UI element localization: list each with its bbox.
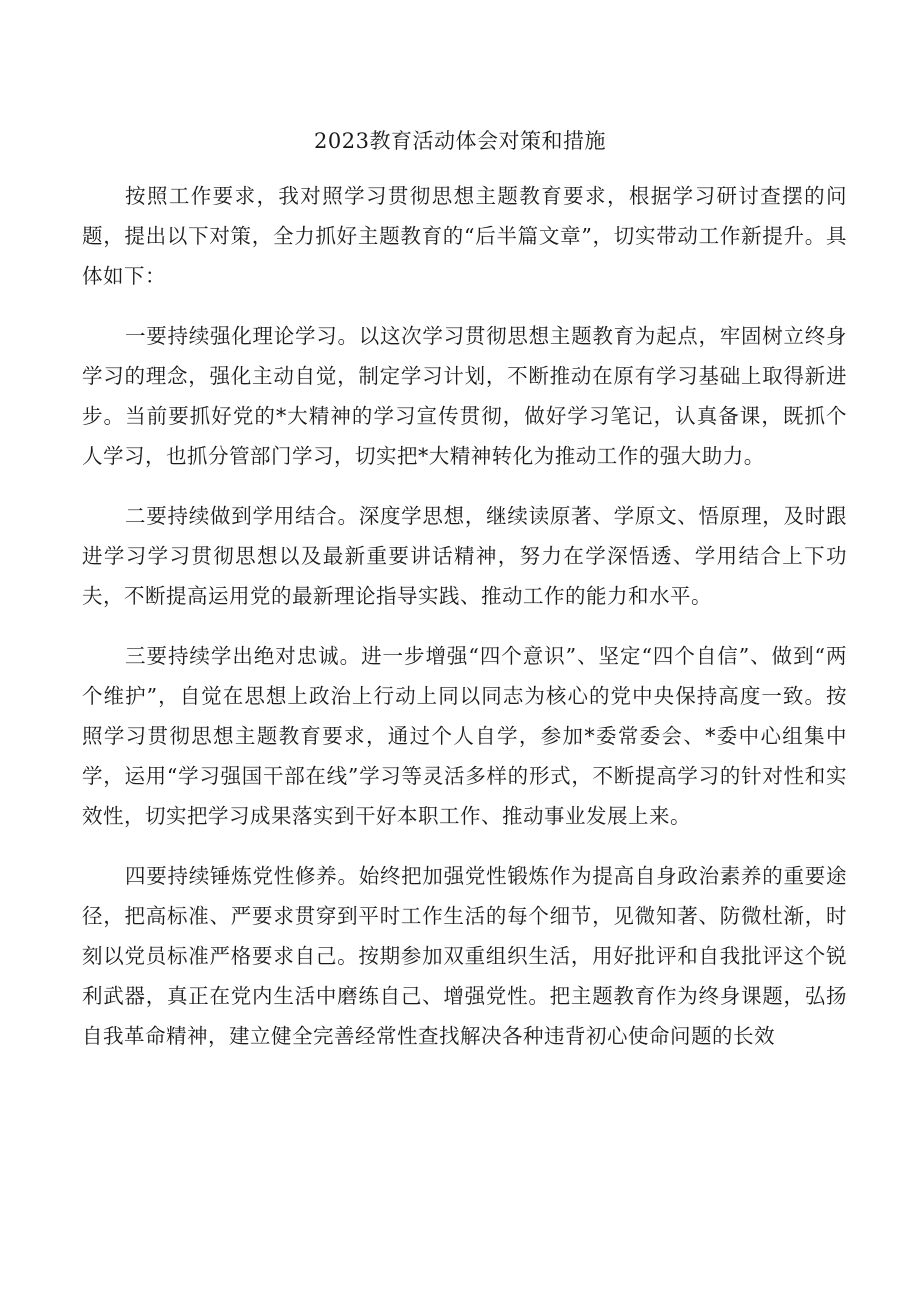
paragraph-intro: 按照工作要求，我对照学习贯彻思想主题教育要求，根据学习研讨查摆的问题，提出以下对策，全力抓好主题教育的“后半篇文章”，切实带动工作新提升。具体如下： [82,184,847,288]
paragraph-party-spirit: 四要持续锤炼党性修养。始终把加强党性锻炼作为提高自身政治素养的重要途径，把高标准、严要求贯穿到平时工作生活的每个细节，见微知著、防微杜渐，时刻以党员标准严格要求自己。按期参加双重组织生活，用好批评和自我批评这个锐利武器，真正在党内生活中磨练自己、增强党性。把主题教育作为终身课题，弘扬自我革命精神，建立健全完善经常性查找解决各种违背初心使命问题的长效 [82,864,847,1048]
paragraph-loyalty: 三要持续学出绝对忠诚。进一步增强“四个意识”、坚定“四个自信”、做到“两个维护”，自觉在思想上政治上行动上同以同志为核心的党中央保持高度一致。按照学习贯彻思想主题教育要求，通过个人自学，参加*委常委会、*委中心组集中学，运用“学习强国干部在线”学习等灵活多样的形式，不断提高学习的针对性和实效性，切实把学习成果落实到干好本职工作、推动事业发展上来。 [82,644,847,828]
document-title: 2023教育活动体会对策和措施 [314,129,606,153]
paragraph-learning-application: 二要持续做到学用结合。深度学思想，继续读原著、学原文、悟原理，及时跟进学习学习贯彻思想以及最新重要讲话精神，努力在学深悟透、学用结合上下功夫，不断提高运用党的最新理论指导实践、推动工作的能力和水平。 [82,504,847,608]
paragraph-theory-study: 一要持续强化理论学习。以这次学习贯彻思想主题教育为起点，牢固树立终身学习的理念，强化主动自觉，制定学习计划，不断推动在原有学习基础上取得新进步。当前要抓好党的*大精神的学习宣传贯彻，做好学习笔记，认真备课，既抓个人学习，也抓分管部门学习，切实把*大精神转化为推动工作的强大助力。 [82,324,847,468]
document-body [82,176,847,1076]
